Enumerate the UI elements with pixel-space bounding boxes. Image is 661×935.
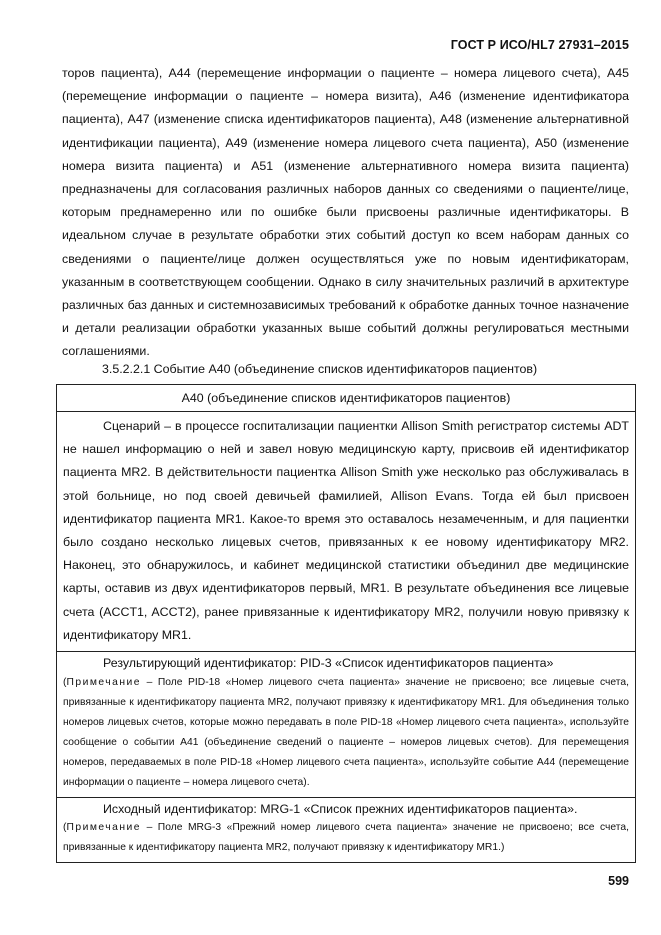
table-caption: А40 (объединение списков идентификаторов пациентов) [57,385,636,412]
table-row [57,797,636,863]
source-note: (Примечание – Поле MRG-3 «Прежний номер лицевого счета пациента» значение не присвоено; все счета, привязанные к идентификатору пациента MR2, получают привязку к идентификатору MR1.) [63,822,629,854]
document-header: ГОСТ Р ИСО/HL7 27931–2015 [450,38,629,52]
event-table [56,384,636,863]
body-paragraph: торов пациента), А44 (перемещение информации о пациенте – номера лицевого счета), А45 (перемещение информации о пациенте – номера визита), А46 (изменение идентификатора пациента), А47 (изменение списка идентификаторов пациента), А48 (изменение альтернативной идентификации пациента), А49 (изменение номера лицевого счета пациента), А50 (изменение номера визита пациента) и А51 (изменение альтернативного номера визита пациента) предназначены для согласования различных наборов данных со сведениями о пациенте/лице, которым преднамеренно или по ошибке были присвоены различные идентификаторы. В идеальном случае в результате обработки этих событий доступ ко всем наборам данных со сведениями о пациенте/лице должен осуществляться уже по новым идентификаторам, указанным в соответствующем сообщении. Однако в силу значительных различий в архитектуре различных баз данных и системнозависимых требований к обработке данных точное назначение и детали реализации обработки указанных выше событий должны регулироваться местными соглашениями. [62,66,629,359]
page-number: 599 [608,874,629,888]
result-identifier-cell [57,652,636,798]
table-row [57,412,636,652]
source-identifier-text: Исходный идентификатор: MRG-1 «Список прежних идентификаторов пациента». [103,801,578,816]
section-heading: 3.5.2.2.1 Событие А40 (объединение списков идентификаторов пациентов) [102,362,538,376]
scenario-cell [57,412,636,652]
table-row [57,652,636,798]
note-label: Примечание [66,822,142,834]
note-text: – Поле MRG-3 «Прежний номер лицевого счета пациента» значение не присвоено; все счета, привязанные к идентификатору пациента MR2, получают привязку к идентификатору MR1.) [63,822,629,854]
note-text: – Поле PID-18 «Номер лицевого счета пациента» значение не присвоено; все лицевые счета, привязанные к идентификатору пациента MR2, получают привязку к идентификатору MR1. Для объединения только номеров лицевых счетов, которые можно передавать в поле PID-18 «Номер лицевого счета пациента», используйте сообщение о событии А41 (объединение сведений о пациенте – номеров лицевых счетов). Для перемещения номеров, передаваемых в поле PID-18 «Номер лицевого счета пациента», используйте событие А44 (перемещение информации о пациенте – номера лицевого счета). [63,676,629,788]
note-label: Примечание [66,676,142,688]
body-paragraph-block [62,62,629,364]
result-note: (Примечание – Поле PID-18 «Номер лицевого счета пациента» значение не присвоено; все лицевые счета, привязанные к идентификатору пациента MR2, получают привязку к идентификатору MR1. Для объединения только номеров лицевых счетов, которые можно передавать в поле PID-18 «Номер лицевого счета пациента», используйте сообщение о событии А41 (объединение сведений о пациенте – номеров лицевых счетов). Для перемещения номеров, передаваемых в поле PID-18 «Номер лицевого счета пациента», используйте событие А44 (перемещение информации о пациенте – номера лицевого счета). [63,676,629,788]
table-row [57,385,636,412]
result-identifier-text: Результирующий идентификатор: PID-3 «Список идентификаторов пациента» [103,656,554,671]
scenario-text: Сценарий – в процессе госпитализации пациентки Allison Smith регистратор системы ADT не нашел информацию о ней и завел новую медицинскую карту, присвоив ей идентификатор пациента MR2. В действительности пациентка Allison Smith уже несколько раз обслуживалась в этой больнице, но под своей девичьей фамилией, Allison Evans. Тогда ей был присвоен идентификатор пациента MR1. Какое-то время это оставалось незамеченным, и для пациентки было создано несколько лицевых счетов, привязанных к ее новому идентификатору MR2. Наконец, это обнаружилось, и кабинет медицинской статистики объединил две медицинские карты, оставив из двух идентификаторов первый, MR1. В результате объединения все лицевые счета (ACCT1, ACCT2), ранее привязанные к идентификатору MR2, получили новую привязку к идентификатору MR1. [63,419,629,642]
source-identifier-cell [57,797,636,863]
